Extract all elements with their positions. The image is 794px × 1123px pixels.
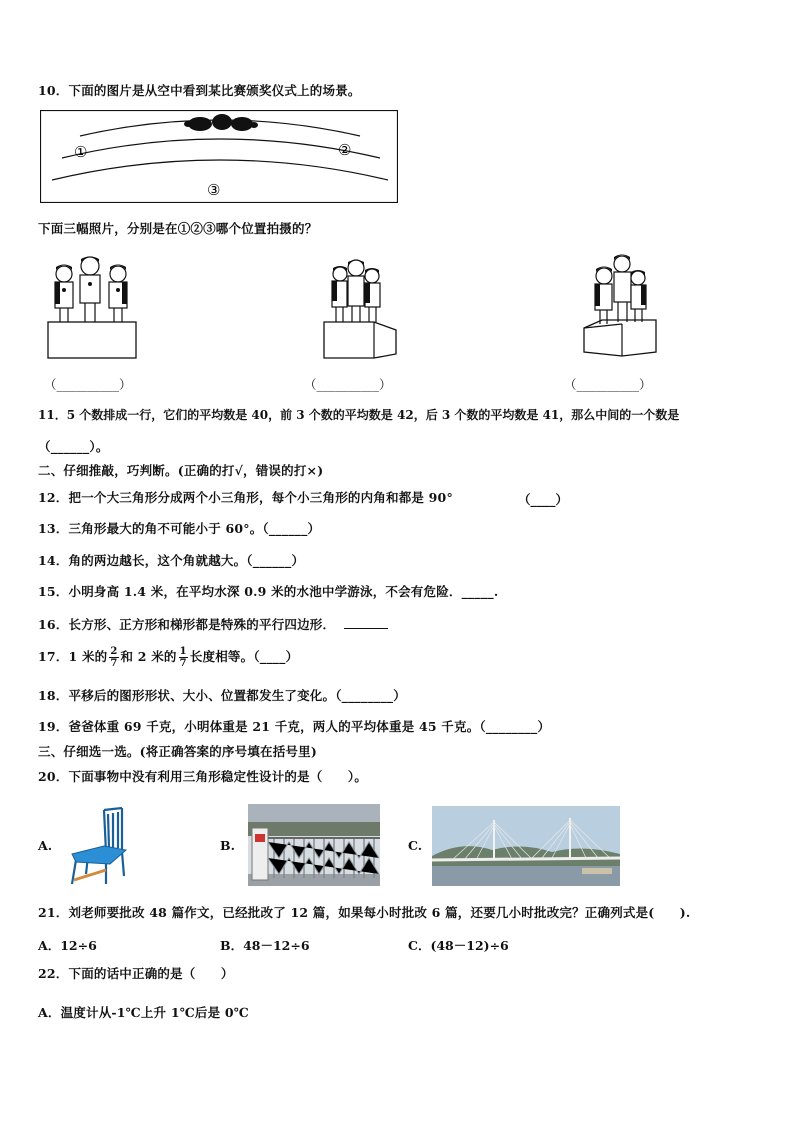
position-label-1: ①	[74, 143, 88, 161]
q17-line	[38, 642, 298, 672]
q12-bracket[interactable]: （____）	[518, 492, 569, 507]
q17-middle: 和 2 米的	[120, 649, 177, 664]
q11-line2[interactable]: （______）。	[38, 439, 109, 454]
q10-text: 10．下面的图片是从空中看到某比赛颁奖仪式上的场景。	[38, 83, 361, 98]
section-3-heading: 三、仔细选一选。(将正确答案的序号填在括号里)	[38, 744, 317, 759]
q14-text: 14．角的两边越长，这个角就越大。（______）	[38, 553, 305, 568]
q17-suffix: 长度相等。（____）	[189, 649, 299, 664]
q17-prefix: 17．1 米的	[38, 649, 108, 664]
q20-option-b-label[interactable]: B.	[220, 838, 235, 853]
chair-image	[66, 806, 130, 886]
q18-text: 18．平移后的图形形状、大小、位置都发生了变化。（________）	[38, 688, 406, 703]
answer-bracket-2[interactable]: （__________）	[304, 377, 392, 392]
q19-text: 19．爸爸体重 69 千克，小明体重是 21 千克，两人的平均体重是 45 千克。（________）	[38, 719, 551, 734]
q20-text: 20．下面事物中没有利用三角形稳定性设计的是（ ）。	[38, 769, 368, 784]
q20-option-a-label[interactable]: A.	[38, 838, 53, 853]
q22-option-a[interactable]: A．温度计从-1℃上升 1℃后是 0℃	[38, 1005, 249, 1020]
position-label-2: ②	[338, 141, 352, 159]
q21-text: 21．刘老师要批改 48 篇作文，已经批改了 12 篇，如果每小时批改 6 篇，还要几小时批改完？正确列式是( ).	[38, 905, 691, 920]
q21-option-b[interactable]: B．48－12÷6	[220, 938, 310, 953]
q11-line1: 11．5 个数排成一行，它们的平均数是 40，前 3 个数的平均数是 42，后 3 个数的平均数是 41，那么中间的一个数是	[38, 408, 680, 422]
section-2-heading: 二、仔细推敲，巧判断。(正确的打√，错误的打×)	[38, 463, 324, 478]
q16-line	[38, 616, 388, 633]
q16-answer-blank[interactable]	[344, 616, 388, 629]
ceremony-top-view-figure	[40, 110, 398, 203]
q15-text: 15．小明身高 1.4 米，在平均水深 0.9 米的水池中学游泳，不会有危险．_____.	[38, 584, 499, 599]
q22-text: 22．下面的话中正确的是（ ）	[38, 966, 234, 981]
q13-text: 13．三角形最大的角不可能小于 60°。（______）	[38, 521, 321, 536]
fraction-1-7: $\frac{1}{7}$	[179, 646, 187, 669]
retractable-gate-image	[248, 804, 380, 886]
position-label-3: ③	[207, 181, 221, 199]
cable-bridge-image	[432, 806, 620, 886]
q10-subtext: 下面三幅照片，分别是在①②③哪个位置拍摄的？	[38, 221, 318, 236]
fraction-2-7: $\frac{2}{7}$	[110, 646, 118, 669]
photo-3-podium-angle	[582, 252, 660, 362]
photo-1-podium-front	[46, 252, 140, 362]
photo-2-podium-side	[322, 258, 402, 362]
q12-text: 12．把一个大三角形分成两个小三角形，每个小三角形的内角和都是 90°	[38, 490, 453, 505]
q20-option-c-label[interactable]: C.	[408, 838, 423, 853]
q16-text: 16．长方形、正方形和梯形都是特殊的平行四边形．	[38, 617, 336, 632]
answer-bracket-3[interactable]: （__________）	[564, 377, 652, 392]
q21-option-c[interactable]: C．(48－12)÷6	[408, 938, 509, 953]
answer-bracket-1[interactable]: （__________）	[44, 377, 132, 392]
q21-option-a[interactable]: A．12÷6	[38, 938, 97, 953]
